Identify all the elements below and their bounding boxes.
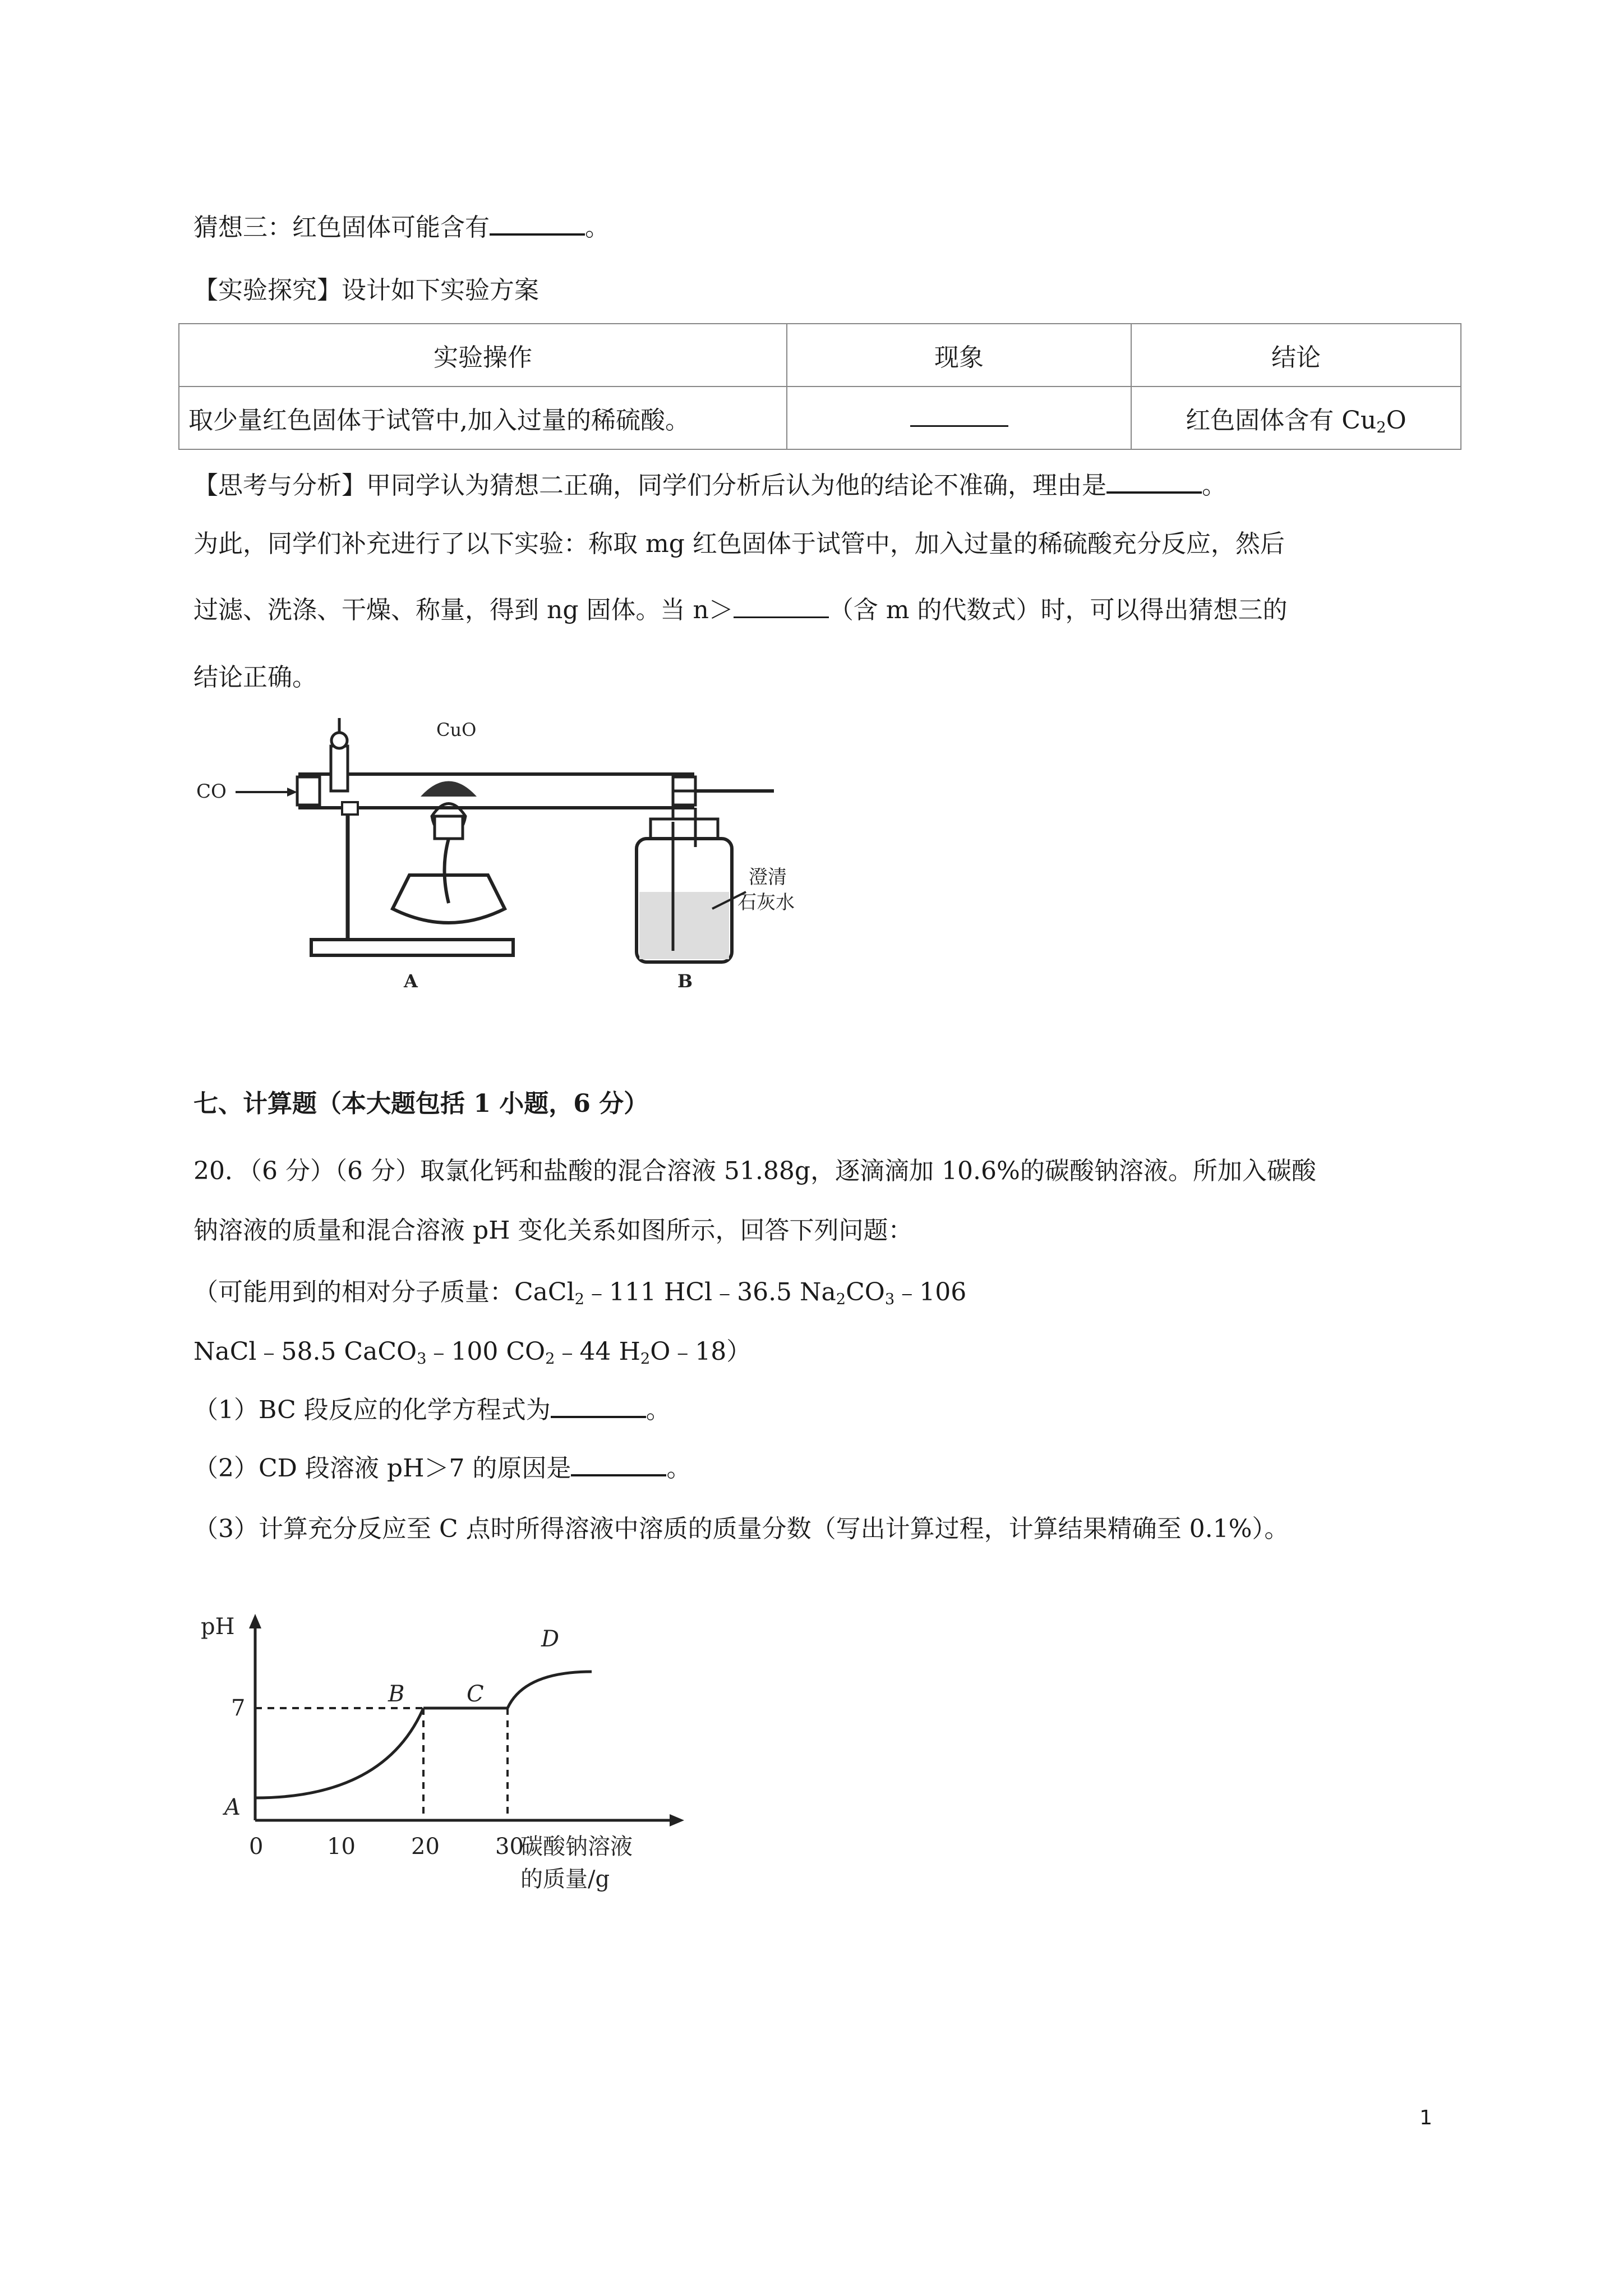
point-label-a: A [224, 1795, 241, 1820]
apparatus-diagram [185, 712, 836, 1004]
x-ticks [249, 1834, 524, 1860]
masses-l2-sub2: 2 [545, 1350, 555, 1368]
y-axis-arrow [249, 1614, 261, 1628]
table-header-row [179, 324, 1461, 386]
flame-hood [435, 816, 463, 839]
phenomenon-blank [910, 403, 1008, 427]
masses-l2-c: ﹣44 H [555, 1337, 640, 1366]
q3-line: （3）计算充分反应至 C 点时所得溶液中溶质的质量分数（写出计算过程，计算结果精确至 0.1%）。 [193, 1515, 1289, 1543]
experiment-heading: 【实验探究】设计如下实验方案 [193, 276, 539, 305]
q1-blank [551, 1393, 646, 1418]
conclusion-suffix: O [1386, 406, 1407, 435]
q2-end: 。 [666, 1454, 691, 1483]
label-b: B [677, 970, 693, 992]
segment-ab [255, 1708, 423, 1798]
table-header-operation: 实验操作 [179, 324, 787, 386]
x-tick-label: 0 [249, 1834, 264, 1860]
co-arrow-head [287, 788, 297, 797]
masses-l1-sub2b: 2 [836, 1290, 846, 1308]
stand-clamp-knob [342, 802, 358, 815]
analysis-n-blank [734, 594, 829, 618]
cuo-label: CuO [436, 719, 477, 740]
chart-xlabel-1: 碳酸钠溶液 [520, 1834, 633, 1860]
masses-l2-sub3: 3 [417, 1350, 427, 1368]
masses-l2-a: NaCl﹣58.5 CaCO [193, 1337, 417, 1366]
analysis-line2: 为此，同学们补充进行了以下实验：称取 mg 红色固体于试管中，加入过量的稀硫酸充分反应，然后 [193, 530, 1285, 558]
label-a: A [404, 970, 418, 992]
x-tick-label: 10 [327, 1834, 356, 1860]
masses-l1-c: CO [846, 1278, 885, 1306]
table-cell-phenomenon [787, 386, 1131, 449]
q1-text: （1）BC 段反应的化学方程式为 [193, 1396, 551, 1424]
q2-line [193, 1452, 691, 1485]
bottle-stopper [651, 819, 718, 839]
point-label-d: D [541, 1626, 560, 1652]
analysis-line4: 结论正确。 [193, 663, 317, 692]
analysis-line3-a: 过滤、洗涤、干燥、称量，得到 ng 固体。当 n＞ [193, 596, 734, 624]
stand-base [311, 940, 513, 955]
conclusion-prefix: 红色固体含有 Cu [1186, 406, 1377, 435]
table-header-phenomenon: 现象 [787, 324, 1131, 386]
limewater [639, 892, 729, 959]
y-tick-7: 7 [231, 1695, 246, 1721]
q1-line [193, 1393, 671, 1427]
analysis-line1-end: 。 [1202, 471, 1227, 500]
table-cell-operation: 取少量红色固体于试管中,加入过量的稀硫酸。 [179, 386, 787, 449]
analysis-line3 [193, 593, 1288, 627]
table-header-conclusion: 结论 [1131, 324, 1461, 386]
guess3-end: 。 [585, 213, 610, 242]
masses-l1-b: ﹣111 HCl﹣36.5 Na [584, 1278, 836, 1306]
masses-l2-b: ﹣100 CO [426, 1337, 546, 1366]
guess3-blank [490, 211, 585, 236]
analysis-reason-blank [1106, 469, 1202, 494]
point-label-c: C [467, 1681, 484, 1707]
q20-line1: 20．（6 分）（6 分）取氯化钙和盐酸的混合溶液 51.88g，逐滴滴加 10.6%的碳酸钠溶液。所加入碳酸 [193, 1157, 1316, 1185]
masses-l1-a: （可能用到的相对分子质量：CaCl [193, 1278, 575, 1306]
ph-chart [191, 1602, 707, 1916]
guess3-line [193, 211, 610, 245]
limewater-label-1: 澄清 [749, 866, 787, 889]
lamp-wick [445, 839, 449, 903]
x-tick-label: 30 [495, 1834, 524, 1860]
tube-stopper-left [297, 777, 320, 805]
masses-l2-sub2b: 2 [640, 1350, 651, 1368]
masses-l1-sub2: 2 [574, 1290, 584, 1308]
limewater-label-2: 石灰水 [737, 891, 795, 914]
masses-l2-d: O﹣18） [650, 1337, 751, 1366]
ph-curve-group [255, 1672, 592, 1820]
clamp [331, 746, 348, 791]
experiment-table [178, 323, 1461, 450]
analysis-line3-b: （含 m 的代数式）时，可以得出猜想三的 [828, 596, 1288, 624]
segment-cd [508, 1672, 592, 1708]
cuo-powder [421, 781, 477, 797]
masses-line1 [193, 1276, 966, 1309]
masses-l1-sub3: 3 [884, 1290, 895, 1308]
x-tick-label: 20 [411, 1834, 440, 1860]
co-label: CO [196, 780, 227, 803]
q1-end: 。 [645, 1396, 671, 1424]
masses-l1-d: ﹣106 [895, 1278, 967, 1306]
q2-blank [571, 1452, 666, 1476]
q2-text: （2）CD 段溶液 pH＞7 的原因是 [193, 1454, 571, 1483]
analysis-line1-text: 【思考与分析】甲同学认为猜想二正确，同学们分析后认为他的结论不准确，理由是 [193, 471, 1106, 500]
point-label-b: B [388, 1681, 405, 1707]
guess3-text: 猜想三：红色固体可能含有 [193, 213, 490, 242]
section7-title: 七、计算题（本大题包括 1 小题，6 分） [193, 1089, 649, 1118]
conclusion-sub: 2 [1376, 418, 1386, 436]
page-number: 1 [1419, 2106, 1432, 2129]
chart-xlabel-2: 的质量/g [520, 1866, 610, 1892]
chart-ylabel: pH [201, 1614, 235, 1640]
x-axis-arrow [670, 1814, 684, 1826]
q20-line2: 钠溶液的质量和混合溶液 pH 变化关系如图所示，回答下列问题： [193, 1216, 913, 1245]
table-row [179, 386, 1461, 449]
analysis-line1 [193, 469, 1227, 503]
table-cell-conclusion [1131, 386, 1461, 449]
masses-line2 [193, 1335, 751, 1369]
clamp-screw [331, 733, 347, 748]
